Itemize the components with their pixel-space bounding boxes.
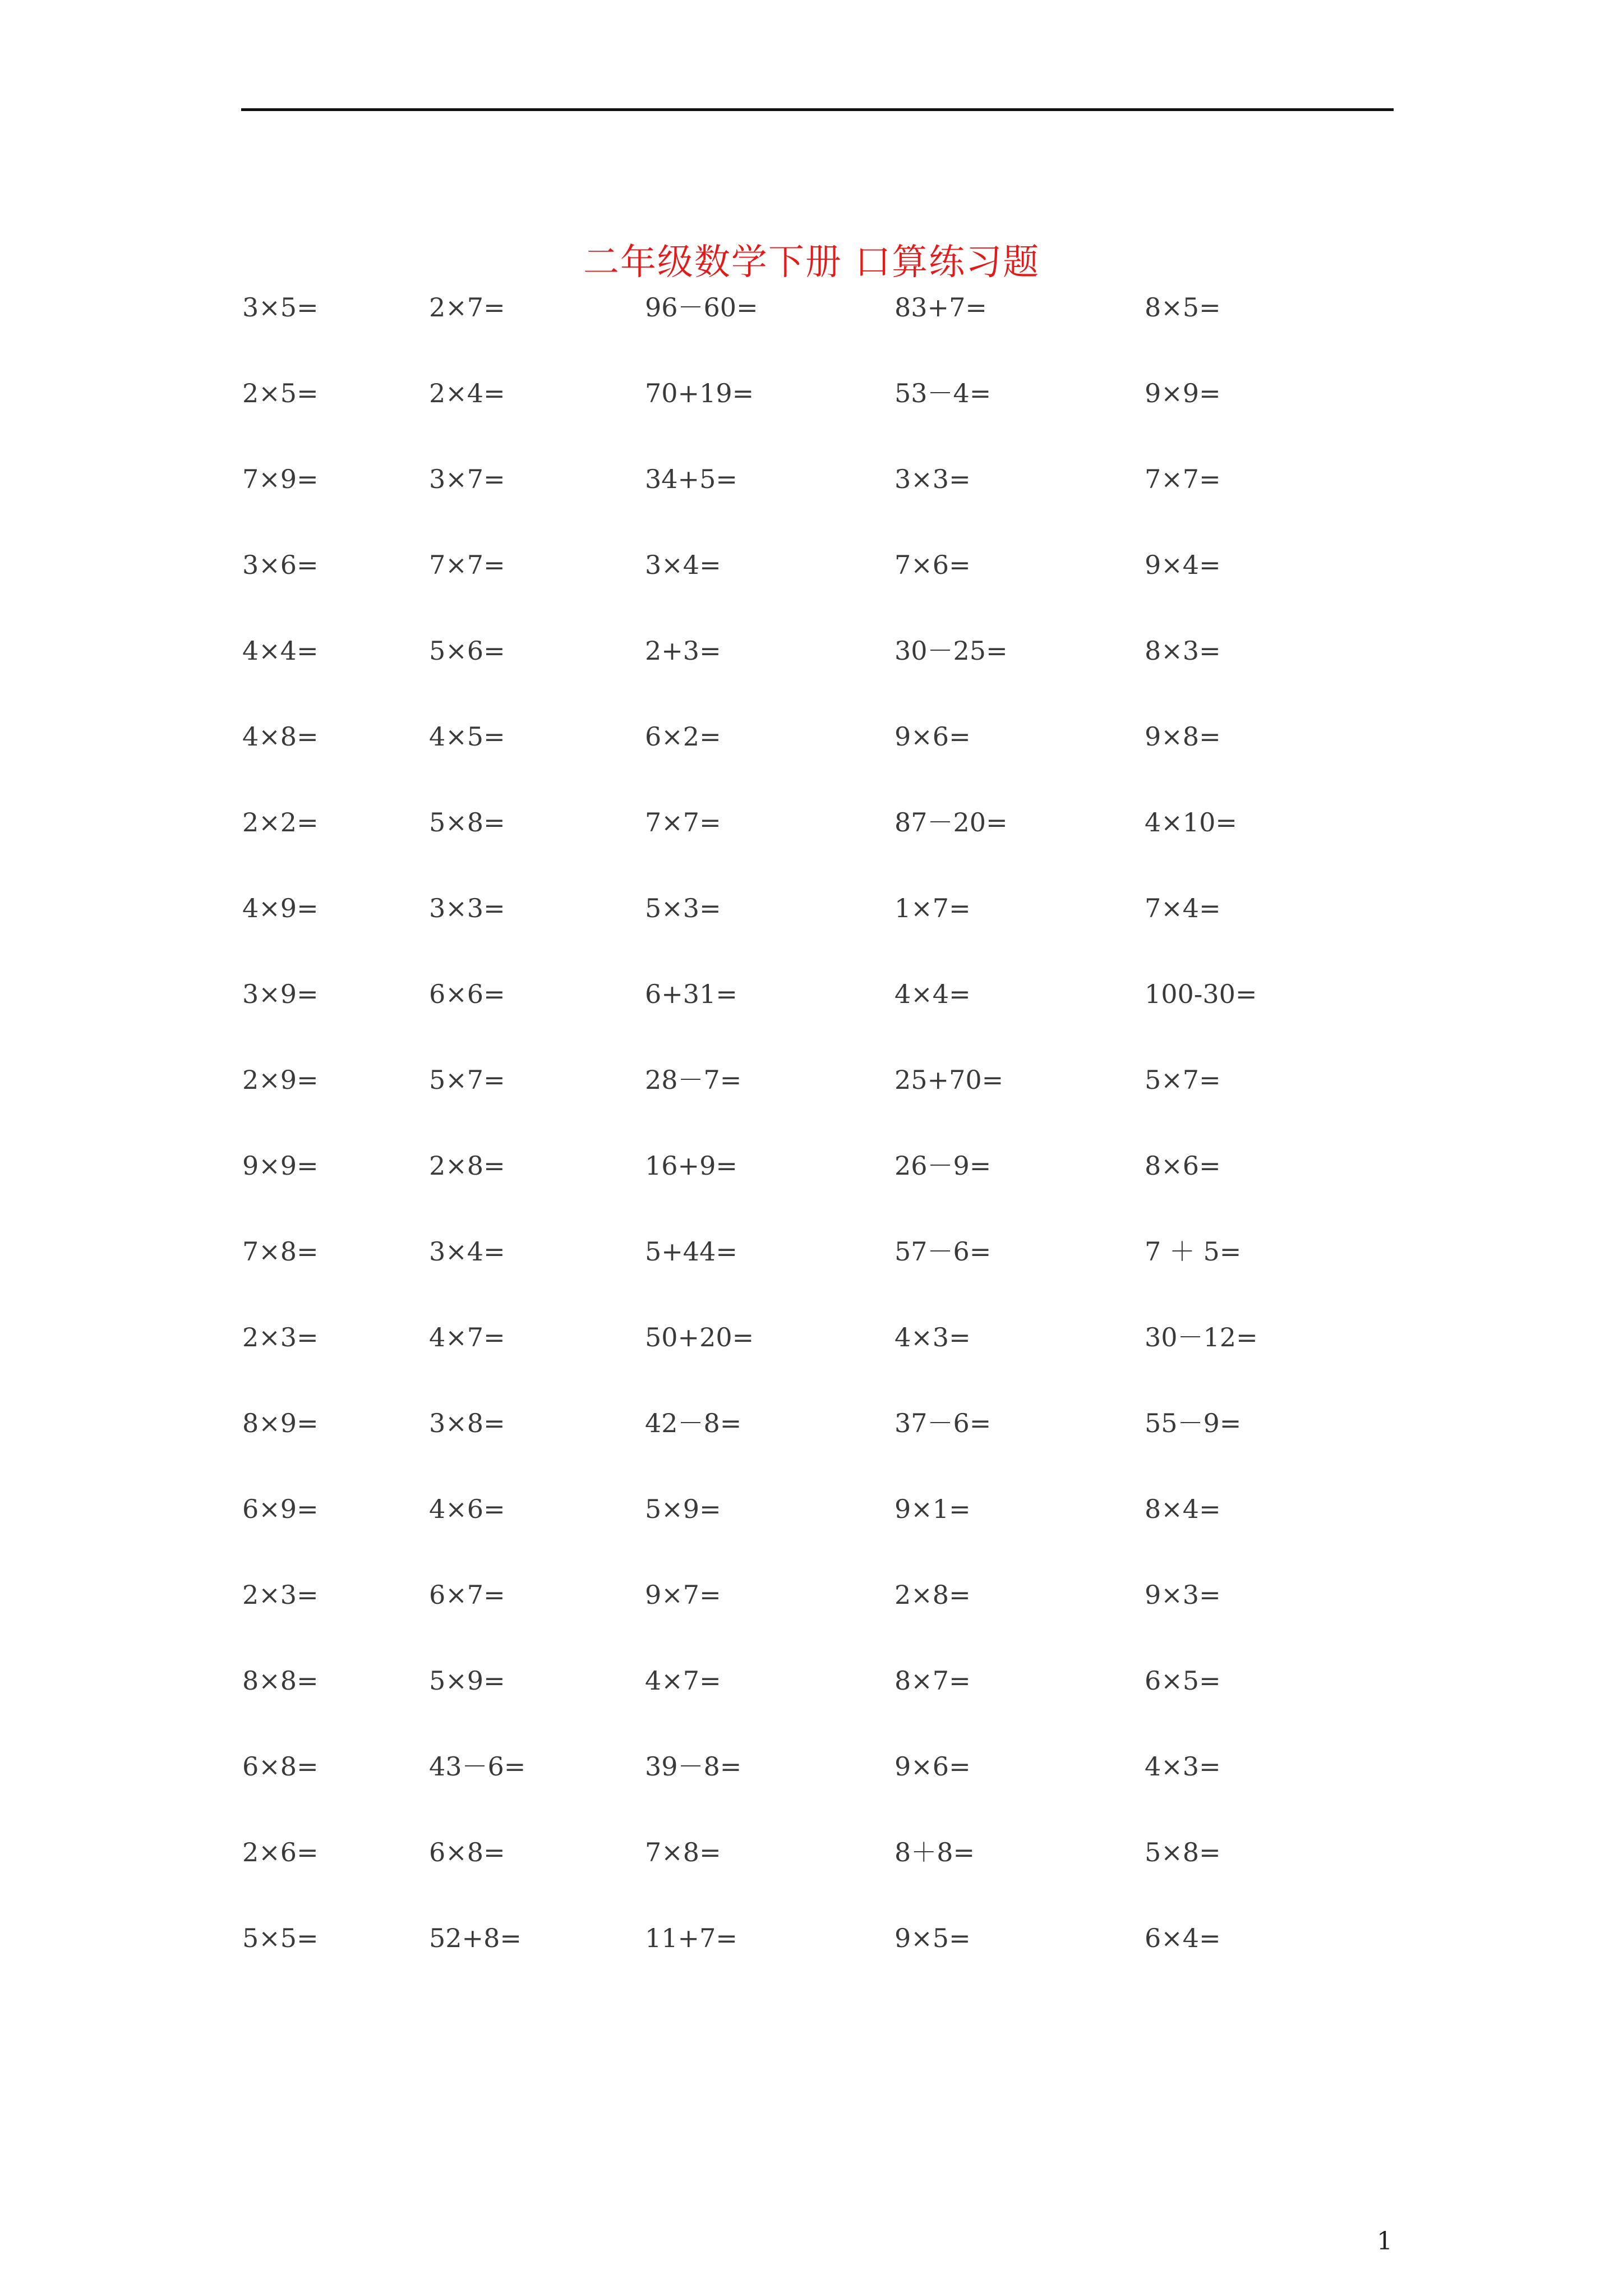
exercise-item: 8×5= — [1145, 292, 1221, 323]
exercise-item: 7 ＋ 5= — [1145, 1236, 1242, 1267]
exercise-item: 5×8= — [429, 807, 505, 838]
exercise-item: 2×7= — [429, 292, 505, 323]
exercise-item: 5×5= — [242, 1923, 319, 1953]
exercise-row — [242, 806, 1398, 891]
exercise-item: 43－6= — [429, 1751, 526, 1782]
exercise-item: 6×7= — [429, 1580, 505, 1610]
exercise-row — [242, 291, 1398, 376]
exercise-item: 9×6= — [895, 1751, 971, 1782]
exercise-item: 57－6= — [895, 1236, 992, 1267]
exercise-item: 6×4= — [1145, 1923, 1221, 1953]
exercise-item: 3×7= — [429, 464, 505, 494]
exercise-item: 1×7= — [895, 893, 971, 923]
exercise-item: 30－25= — [895, 636, 1008, 666]
exercise-item: 70+19= — [645, 378, 754, 408]
exercise-row — [242, 1664, 1398, 1750]
exercise-item: 2+3= — [645, 636, 721, 666]
exercise-item: 5×8= — [1145, 1837, 1221, 1867]
exercise-item: 6×6= — [429, 979, 505, 1009]
exercise-row — [242, 1921, 1398, 2007]
exercise-item: 9×7= — [645, 1580, 721, 1610]
exercise-item: 100-30= — [1145, 979, 1257, 1009]
exercise-item: 37－6= — [895, 1408, 992, 1438]
exercise-item: 7×6= — [895, 550, 971, 580]
exercise-item: 87－20= — [895, 807, 1008, 838]
exercise-row — [242, 376, 1398, 462]
exercise-row — [242, 1578, 1398, 1664]
exercise-item: 4×7= — [645, 1665, 721, 1696]
exercise-item: 9×9= — [242, 1151, 319, 1181]
exercise-row — [242, 891, 1398, 977]
exercise-item: 4×10= — [1145, 807, 1237, 838]
exercise-item: 5+44= — [645, 1236, 737, 1267]
exercise-item: 3×8= — [429, 1408, 505, 1438]
exercise-item: 3×4= — [645, 550, 721, 580]
exercise-item: 2×5= — [242, 378, 319, 408]
exercise-item: 25+70= — [895, 1065, 1004, 1095]
exercise-item: 7×8= — [645, 1837, 721, 1867]
page-number: 1 — [1377, 2227, 1393, 2256]
exercise-item: 8＋8= — [895, 1837, 975, 1867]
exercise-item: 6×8= — [242, 1751, 319, 1782]
exercise-item: 9×9= — [1145, 378, 1221, 408]
exercise-item: 7×7= — [645, 807, 721, 838]
exercise-item: 4×5= — [429, 721, 505, 752]
exercise-item: 3×3= — [895, 464, 971, 494]
exercise-item: 3×3= — [429, 893, 505, 923]
exercise-item: 5×6= — [429, 636, 505, 666]
exercise-item: 7×7= — [1145, 464, 1221, 494]
exercise-row — [242, 548, 1398, 634]
exercise-item: 9×1= — [895, 1494, 971, 1524]
exercise-item: 6×5= — [1145, 1665, 1221, 1696]
exercise-item: 7×8= — [242, 1236, 319, 1267]
exercise-item: 6+31= — [645, 979, 737, 1009]
exercise-item: 26－9= — [895, 1151, 992, 1181]
exercise-item: 8×4= — [1145, 1494, 1221, 1524]
exercise-item: 6×8= — [429, 1837, 505, 1867]
exercise-row — [242, 1149, 1398, 1235]
exercise-row — [242, 634, 1398, 720]
exercise-item: 4×6= — [429, 1494, 505, 1524]
exercise-item: 4×9= — [242, 893, 319, 923]
exercise-item: 9×3= — [1145, 1580, 1221, 1610]
exercise-row — [242, 1063, 1398, 1149]
exercise-item: 8×9= — [242, 1408, 319, 1438]
exercise-item: 2×3= — [242, 1580, 319, 1610]
exercise-item: 4×7= — [429, 1322, 505, 1352]
exercise-item: 3×6= — [242, 550, 319, 580]
exercise-row — [242, 720, 1398, 806]
exercise-item: 52+8= — [429, 1923, 522, 1953]
exercise-item: 6×2= — [645, 721, 721, 752]
exercise-item: 39－8= — [645, 1751, 742, 1782]
exercise-item: 42－8= — [645, 1408, 742, 1438]
exercise-item: 4×4= — [242, 636, 319, 666]
exercise-item: 55－9= — [1145, 1408, 1242, 1438]
exercise-item: 4×3= — [1145, 1751, 1221, 1782]
page-title: 二年级数学下册 口算练习题 — [583, 241, 1040, 283]
exercise-item: 2×8= — [429, 1151, 505, 1181]
exercise-item: 11+7= — [645, 1923, 737, 1953]
exercise-item: 2×2= — [242, 807, 319, 838]
header-rule — [241, 108, 1394, 111]
exercise-grid — [242, 291, 1398, 2007]
exercise-item: 4×3= — [895, 1322, 971, 1352]
exercise-item: 8×7= — [895, 1665, 971, 1696]
exercise-row — [242, 1750, 1398, 1835]
exercise-item: 9×6= — [895, 721, 971, 752]
exercise-item: 2×9= — [242, 1065, 319, 1095]
exercise-item: 5×7= — [429, 1065, 505, 1095]
exercise-item: 3×5= — [242, 292, 319, 323]
exercise-row — [242, 1320, 1398, 1406]
exercise-item: 8×3= — [1145, 636, 1221, 666]
exercise-row — [242, 1835, 1398, 1921]
exercise-item: 3×9= — [242, 979, 319, 1009]
exercise-item: 53－4= — [895, 378, 992, 408]
exercise-item: 28－7= — [645, 1065, 742, 1095]
exercise-item: 9×4= — [1145, 550, 1221, 580]
exercise-item: 16+9= — [645, 1151, 737, 1181]
exercise-item: 34+5= — [645, 464, 737, 494]
exercise-item: 5×7= — [1145, 1065, 1221, 1095]
exercise-item: 4×8= — [242, 721, 319, 752]
exercise-item: 5×3= — [645, 893, 721, 923]
exercise-item: 83+7= — [895, 292, 987, 323]
exercise-item: 2×6= — [242, 1837, 319, 1867]
exercise-item: 3×4= — [429, 1236, 505, 1267]
exercise-item: 2×8= — [895, 1580, 971, 1610]
exercise-row — [242, 1492, 1398, 1578]
exercise-row — [242, 977, 1398, 1063]
exercise-item: 7×9= — [242, 464, 319, 494]
exercise-item: 9×5= — [895, 1923, 971, 1953]
exercise-item: 6×9= — [242, 1494, 319, 1524]
exercise-row — [242, 1406, 1398, 1492]
exercise-item: 8×6= — [1145, 1151, 1221, 1181]
exercise-item: 30－12= — [1145, 1322, 1258, 1352]
exercise-item: 8×8= — [242, 1665, 319, 1696]
exercise-item: 5×9= — [645, 1494, 721, 1524]
exercise-item: 7×4= — [1145, 893, 1221, 923]
exercise-item: 96－60= — [645, 292, 758, 323]
exercise-item: 7×7= — [429, 550, 505, 580]
exercise-row — [242, 1235, 1398, 1320]
exercise-item: 50+20= — [645, 1322, 754, 1352]
exercise-item: 4×4= — [895, 979, 971, 1009]
exercise-item: 2×4= — [429, 378, 505, 408]
exercise-item: 5×9= — [429, 1665, 505, 1696]
exercise-item: 9×8= — [1145, 721, 1221, 752]
exercise-row — [242, 462, 1398, 548]
exercise-item: 2×3= — [242, 1322, 319, 1352]
